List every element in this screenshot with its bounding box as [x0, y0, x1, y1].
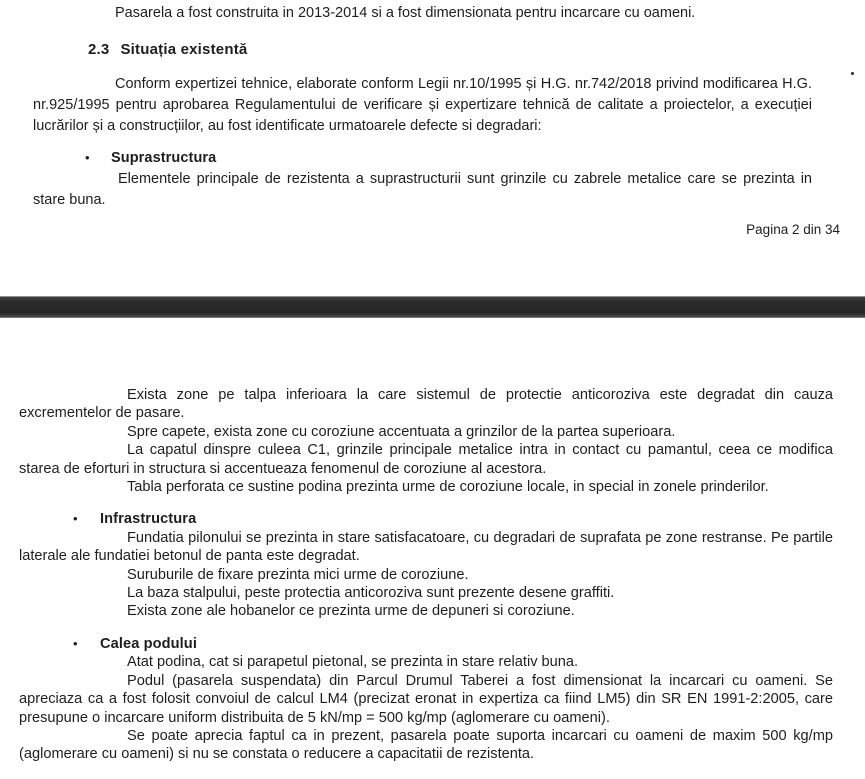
section-heading-number: 2.3 — [88, 41, 110, 58]
paragraph-fundatia: Fundatia pilonului se prezinta in stare satisfacatoare, cu degradari de suprafata pe zone restranse. Pe partile laterale ale fundatiei betonul de panta este degradat. — [19, 529, 833, 565]
bullet-icon: • — [73, 635, 78, 651]
paragraph-elementele: Elementele principale de rezistenta a suprastructurii sunt grinzile cu zabrele metalice care se prezinta in stare buna. — [33, 171, 812, 208]
bullet-icon: • — [73, 511, 78, 527]
bullet-item-calea-podului — [19, 635, 833, 653]
paragraph-la-baza: La baza stalpului, peste protectia anticoroziva sunt prezente desene graffiti. — [127, 585, 615, 602]
bullet-label-infrastructura: Infrastructura — [100, 511, 197, 528]
paragraph-exista-hobane: Exista zone ale hobanelor ce prezinta urme de depuneri si coroziune. — [127, 603, 575, 620]
page-number: Pagina 2 din 34 — [746, 222, 840, 237]
bullet-item-suprastructura — [33, 147, 812, 169]
paragraph-spre-capete: Spre capete, exista zone cu coroziune accentuata a grinzilor de la partea superioara. — [127, 423, 676, 440]
paragraph-conform-expertizei: Conform expertizei tehnice, elaborate conform Legii nr.10/1995 și H.G. nr.742/2018 privind modificarea H.G. nr.925/1995 pentru aprobarea Regulamentului de verificare și expertizare tehnică de calitate a proiectelor, a execuției lucrărilor și a construcțiilor, au fost identificate urmatoarele defecte si degradari: — [33, 76, 812, 134]
bullet-item-infrastructura — [19, 510, 833, 528]
paragraph-se-poate-aprecia: Se poate aprecia faptul ca in prezent, pasarela poate suporta incarcari cu oameni de maxim 500 kg/mp (aglomerare cu oameni) si nu se constata o reducere a capacitatii de rezistenta. — [19, 727, 833, 763]
bullet-label-calea-podului: Calea podului — [100, 635, 197, 652]
paragraph-la-capatul: La capatul dinspre culeea C1, grinzile principale metalice intra in contact cu pamantul, ceea ce modifica starea de eforturi in structura si accentueaza fenomenul de coroziune al acestora. — [19, 442, 833, 477]
bullet-icon: • — [85, 150, 90, 165]
section-heading-2-3 — [88, 39, 812, 60]
scan-artifact-speck — [851, 72, 854, 75]
paragraph-pasarela: Pasarela a fost construita in 2013-2014 si a fost dimensionata pentru incarcare cu oameni. — [115, 5, 696, 21]
scanned-page-3 — [0, 318, 865, 779]
paragraph-tabla-perforata: Tabla perforata ce sustine podina prezinta urme de coroziune locale, in special in zonele prinderilor. — [127, 479, 769, 496]
section-heading-title: Situația existentă — [120, 41, 248, 58]
scanned-page-2 — [0, 0, 865, 296]
paragraph-suruburile: Suruburile de fixare prezinta mici urme de coroziune. — [127, 566, 469, 583]
bullet-label-suprastructura: Suprastructura — [111, 150, 217, 166]
page-separator — [0, 296, 865, 318]
paragraph-exista-zone: Exista zone pe talpa inferioara la care sistemul de protectie anticoroziva este degradat din cauza excrementelor de pasare. — [19, 387, 833, 422]
paragraph-podul-pasarela: Podul (pasarela suspendata) din Parcul Drumul Taberei a fost dimensionat la incarcari cu oameni. Se apreciaza ca a fost folosit convoiul de calcul LM4 (precizat eronat in expertiza ca fiind LM5) din SR EN 1991-2:2005, care presupune o incarcare uniform distribuita de 5 kN/mp = 500 kg/mp (aglomerare cu oameni). — [19, 672, 833, 726]
paragraph-atat-podina: Atat podina, cat si parapetul pietonal, se prezinta in stare relativ buna. — [127, 654, 579, 671]
